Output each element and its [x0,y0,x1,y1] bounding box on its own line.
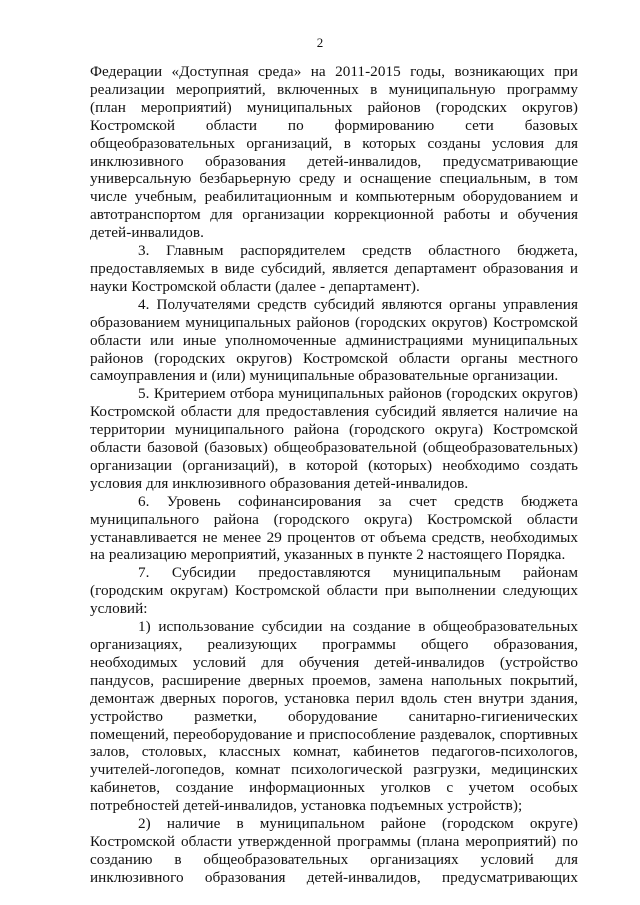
page-number: 2 [316,35,324,50]
paragraph-3-chief-administrator: 3. Главным распорядителем средств областного бюджета, предоставляемых в виде субсидий, является департамент образования и науки Костромской области (далее - департамент). [90,242,578,295]
condition-2-program-presence: 2) наличие в муниципальном районе (городском округе) Костромской области утвержденной программы (плана мероприятий) по созданию в общеобразовательных организациях условий для инклюзивного образования детей-инвалидов, предусматривающих [90,815,578,886]
paragraph-4-recipients: 4. Получателями средств субсидий являются органы управления образованием муниципальных районов (городских округов) Костромской области или иные уполномоченные администрациями муниципальных районов (городских округов) Костромской области органы местного самоуправления и (или) муниципальные образовательные организации. [90,295,578,385]
paragraph-7-conditions: 7. Субсидии предоставляются муниципальным районам (городским округам) Костромской области при выполнении следующих условий: [90,564,578,618]
paragraph-5-selection-criterion: 5. Критерием отбора муниципальных районов (городских округов) Костромской области для предоставления субсидий является наличие на территории муниципального района (городского округа) Костромской области базовой (базовых) общеобразовательной (общеобразовательных) организации (организаций), в которой (которых) необходимо создать условия для инклюзивного образования детей-инвалидов. [90,385,578,492]
paragraph-2-continuation: Федерации «Доступная среда» на 2011-2015 годы, возникающих при реализации мероприятий, включенных в муниципальную программу (план мероприятий) муниципальных районов (городских округов) Костромской области по формированию сети базовых общеобразовательных организаций, в которых созданы условия для инклюзивного образования детей-инвалидов, предусматривающие универсальную безбарьерную среду и оснащение специальным, в том числе учебным, реабилитационным и компьютерным оборудованием и автотранспортом для организации коррекционной работы и обучения детей-инвалидов. [90,63,578,242]
document-body [90,63,578,887]
paragraph-6-cofinancing-level: 6. Уровень софинансирования за счет средств бюджета муниципального района (городского округа) Костромской области устанавливается не менее 29 процентов от объема средств, необходимых на реализацию мероприятий, указанных в пункте 2 настоящего Порядка. [90,492,578,564]
condition-1-subsidy-use: 1) использование субсидии на создание в общеобразовательных организациях, реализующих программы общего образования, необходимых условий для обучения детей-инвалидов (устройство пандусов, расширение дверных проемов, замена напольных покрытий, демонтаж дверных порогов, установка перил вдоль стен внутри здания, устройство разметки, оборудование санитарно-гигиенических помещений, переоборудование и приспособление раздевалок, спортивных залов, столовых, классных комнат, кабинетов педагогов-психологов, учителей-логопедов, комнат психологической разгрузки, медицинских кабинетов, создание информационных уголков с учетом особых потребностей детей-инвалидов, установка подъемных устройств); [90,618,578,815]
